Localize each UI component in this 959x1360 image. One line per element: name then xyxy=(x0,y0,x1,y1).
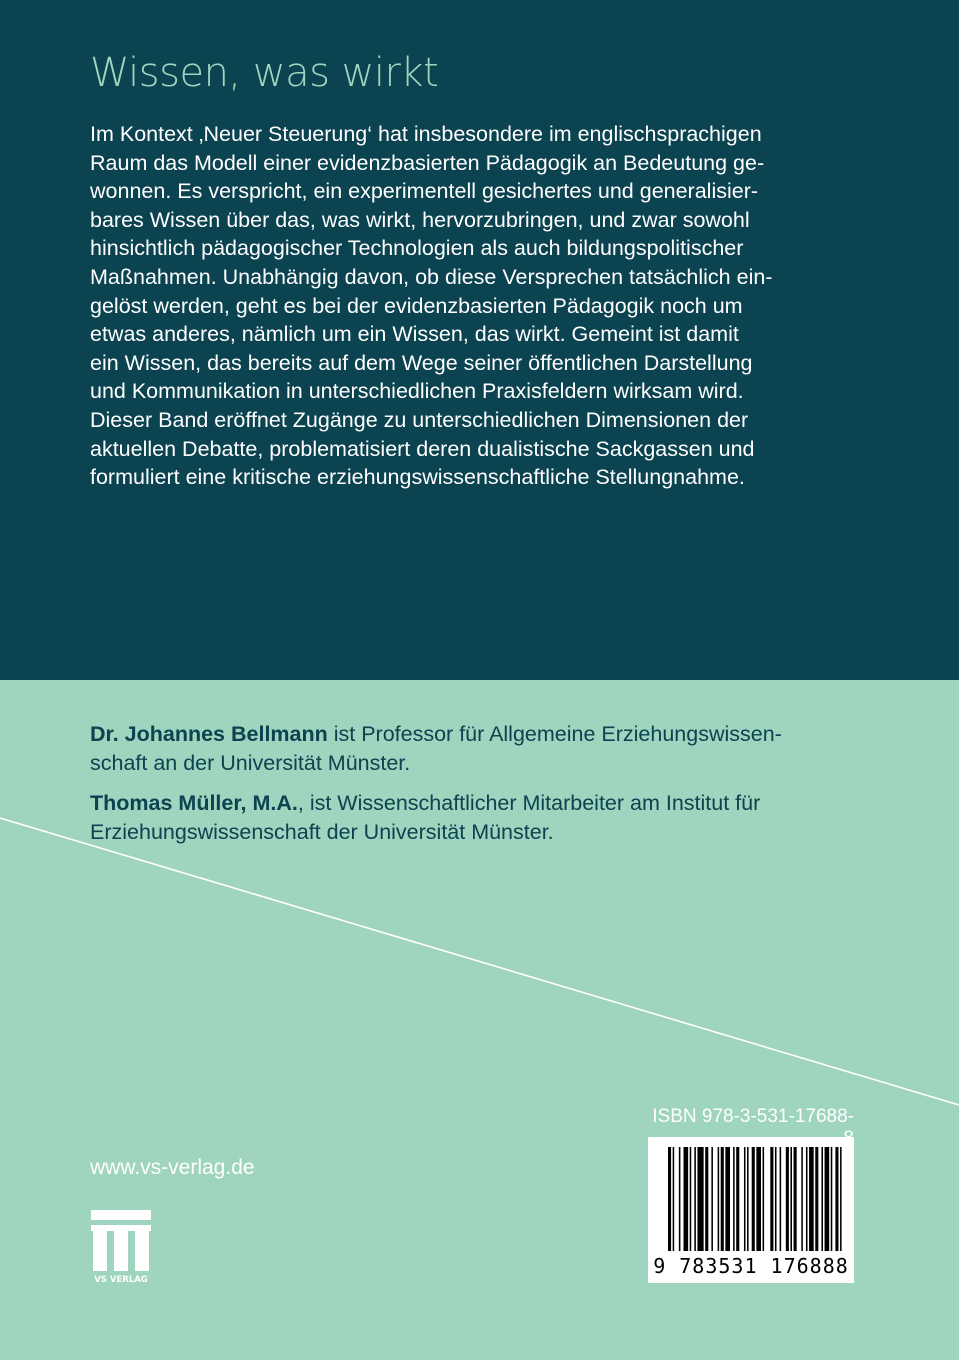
barcode-bar xyxy=(705,1147,708,1251)
barcode-bar xyxy=(711,1147,713,1251)
barcode-bar xyxy=(697,1147,703,1251)
blurb-line: wonnen. Es verspricht, ein experimentell gesichertes und generalisier- xyxy=(90,179,759,204)
blurb-line: und Kommunikation in unterschiedlichen Praxisfeldern wirksam wird. xyxy=(90,379,744,404)
barcode-bar xyxy=(668,1147,671,1251)
barcode-digits: 9 783531 176888 xyxy=(653,1254,849,1278)
blurb-line: Raum das Modell einer evidenzbasierten Pädagogik an Bedeutung ge- xyxy=(90,150,765,175)
author-name: Dr. Johannes Bellmann xyxy=(90,722,328,746)
barcode-bar xyxy=(786,1147,789,1251)
barcode-bar xyxy=(752,1147,755,1251)
isbn-label: ISBN 978-3-531-17688- xyxy=(652,1106,854,1127)
barcode-bar xyxy=(794,1147,797,1251)
barcode-bar xyxy=(725,1147,730,1251)
publisher-website: www.vs-verlag.de xyxy=(90,1156,255,1179)
author-bio xyxy=(90,720,880,777)
barcode-bar xyxy=(835,1147,838,1251)
lower-panel xyxy=(0,680,959,1360)
barcode-bar xyxy=(747,1147,749,1251)
author-bio-line xyxy=(90,720,880,749)
barcode-bar xyxy=(733,1147,735,1251)
author-bio xyxy=(90,789,880,846)
blurb-text xyxy=(90,120,880,492)
vs-verlag-logo-icon xyxy=(91,1210,151,1284)
author-bio-line: schaft an der Universität Münster. xyxy=(90,750,411,775)
barcode-bar xyxy=(770,1147,773,1251)
barcode-bar xyxy=(815,1147,818,1251)
barcode-bar xyxy=(821,1147,823,1251)
barcode-bar xyxy=(744,1147,746,1251)
author-bio-line xyxy=(90,789,880,818)
barcode-bar xyxy=(690,1147,692,1251)
barcode-bar xyxy=(775,1147,777,1251)
barcode-bar xyxy=(736,1147,739,1251)
barcode-bar xyxy=(809,1147,814,1251)
author-name: Thomas Müller, M.A. xyxy=(90,791,298,816)
blurb-line: Maßnahmen. Unabhängig davon, ob diese Versprechen tatsächlich ein- xyxy=(90,264,773,289)
barcode-bar xyxy=(679,1147,681,1251)
barcode-bar xyxy=(718,1147,720,1251)
blurb-line: gelöst werden, geht es bei der evidenzbasierten Pädagogik noch um xyxy=(90,293,743,318)
blurb-line: aktuellen Debatte, problematisiert deren dualistische Sackgassen und xyxy=(90,436,755,461)
author-bios xyxy=(90,720,880,858)
blurb-line: formuliert eine kritische erziehungswissenschaftliche Stellungnahme. xyxy=(90,465,745,490)
barcode-bar xyxy=(673,1147,675,1251)
barcode-bar xyxy=(684,1147,689,1251)
author-bio-line: Erziehungswissenschaft der Universität Münster. xyxy=(90,819,554,844)
barcode-bar xyxy=(721,1147,724,1251)
barcode-bar xyxy=(801,1147,803,1251)
barcode-bar xyxy=(825,1147,830,1251)
barcode-bar xyxy=(756,1147,761,1251)
blurb-line: etwas anderes, nämlich um ein Wissen, das wirkt. Gemeint ist damit xyxy=(90,322,739,347)
barcode-bar xyxy=(806,1147,808,1251)
book-title: Wissen, was wirkt xyxy=(90,50,439,96)
barcode-bar xyxy=(831,1147,833,1251)
barcode xyxy=(648,1137,854,1283)
barcode-bar xyxy=(840,1147,842,1251)
blurb-line: bares Wissen über das, was wirkt, hervorzubringen, und zwar sowohl xyxy=(90,207,750,232)
author-bio-text: , ist Wissenschaftlicher Mitarbeiter am Institut für xyxy=(297,791,761,816)
blurb-line: Dieser Band eröffnet Zugänge zu unterschiedlichen Dimensionen der xyxy=(90,407,749,432)
barcode-bar xyxy=(694,1147,696,1251)
blurb-line: hinsichtlich pädagogischer Technologien als auch bildungspolitischer xyxy=(90,236,744,261)
barcode-bar xyxy=(790,1147,792,1251)
author-bio-text: ist Professor für Allgemeine Erziehungswissen- xyxy=(327,722,782,746)
blurb-line: ein Wissen, das bereits auf dem Wege seiner öffentlichen Darstellung xyxy=(90,350,753,375)
barcode-bar xyxy=(780,1147,782,1251)
logo-text: VS VERLAG xyxy=(94,1275,148,1284)
barcode-bar xyxy=(763,1147,765,1251)
blurb-line: Im Kontext ‚Neuer Steuerung‘ hat insbesondere im englischsprachigen xyxy=(90,122,762,146)
